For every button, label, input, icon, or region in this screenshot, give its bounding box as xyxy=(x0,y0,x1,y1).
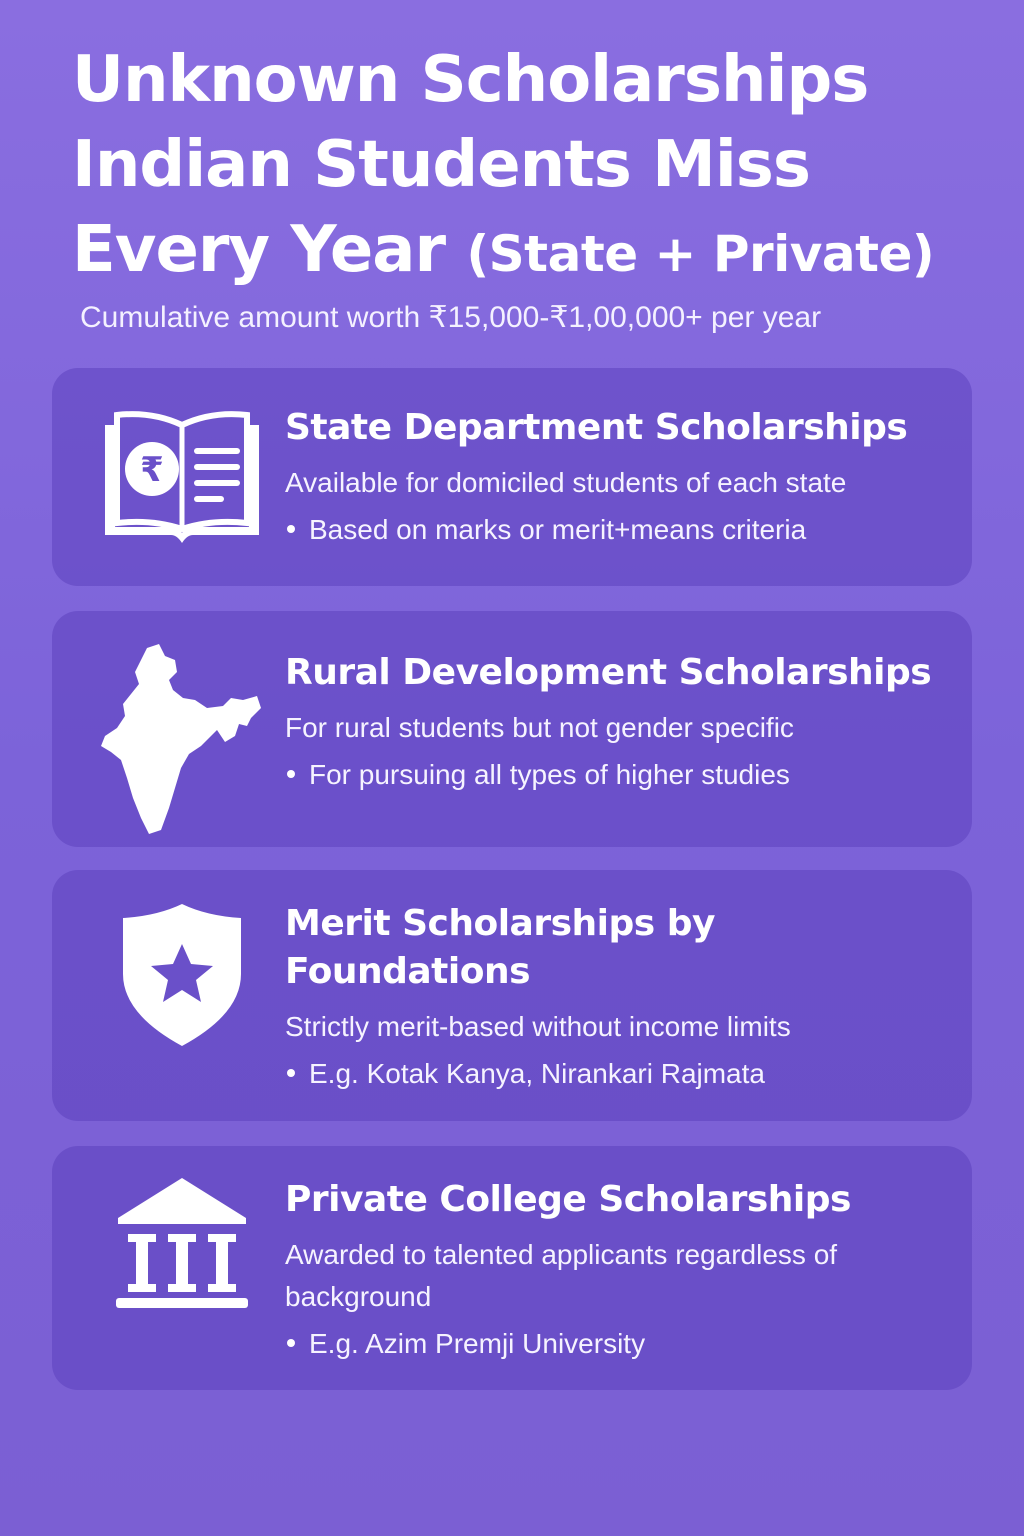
card-bullet xyxy=(285,1054,944,1094)
subtitle: Cumulative amount worth ₹15,000-₹1,00,000+ per year xyxy=(80,301,822,334)
card-state-department xyxy=(52,368,972,586)
card-text xyxy=(285,404,944,550)
card-bullet-text: Based on marks or merit+means criteria xyxy=(309,514,807,545)
title-line-1: Unknown Scholarships xyxy=(72,43,869,117)
card-description: For rural students but not gender specific xyxy=(285,712,794,743)
shield-star-icon xyxy=(92,900,272,1050)
bullet-dot xyxy=(287,1339,295,1347)
card-title: Merit Scholarships by Foundations xyxy=(285,903,715,992)
title-line-2: Indian Students Miss xyxy=(72,128,810,202)
card-title: Private College Scholarships xyxy=(285,1179,851,1220)
bullet-dot xyxy=(287,525,295,533)
book-rupee-icon xyxy=(92,402,272,552)
card-rural-development xyxy=(52,611,972,847)
card-title: State Department Scholarships xyxy=(285,407,908,448)
card-description: Strictly merit-based without income limits xyxy=(285,1011,791,1042)
card-title: Rural Development Scholarships xyxy=(285,652,932,693)
card-description: Available for domiciled students of each state xyxy=(285,467,847,498)
institution-icon xyxy=(92,1174,272,1314)
card-bullet xyxy=(285,510,944,550)
title-line-3-main: Every Year xyxy=(72,213,446,287)
card-bullet-text: E.g. Azim Premji University xyxy=(309,1328,646,1359)
card-private-college xyxy=(52,1146,972,1390)
card-text xyxy=(285,649,944,795)
card-description: Awarded to talented applicants regardless of background xyxy=(285,1239,838,1312)
bullet-dot xyxy=(287,770,295,778)
bullet-dot xyxy=(287,1069,295,1077)
svg-text:₹: ₹ xyxy=(140,450,164,490)
card-bullet-text: E.g. Kotak Kanya, Nirankari Rajmata xyxy=(309,1058,765,1089)
card-bullet xyxy=(285,1324,944,1364)
card-text xyxy=(285,900,944,1094)
card-bullet xyxy=(285,755,944,795)
card-bullet-text: For pursuing all types of higher studies xyxy=(309,759,790,790)
title-line-3 xyxy=(72,208,972,297)
page-title xyxy=(72,38,972,297)
card-merit-foundations xyxy=(52,870,972,1121)
india-map-icon xyxy=(92,639,272,839)
card-text xyxy=(285,1176,944,1364)
title-line-3-small: (State + Private) xyxy=(466,225,935,283)
